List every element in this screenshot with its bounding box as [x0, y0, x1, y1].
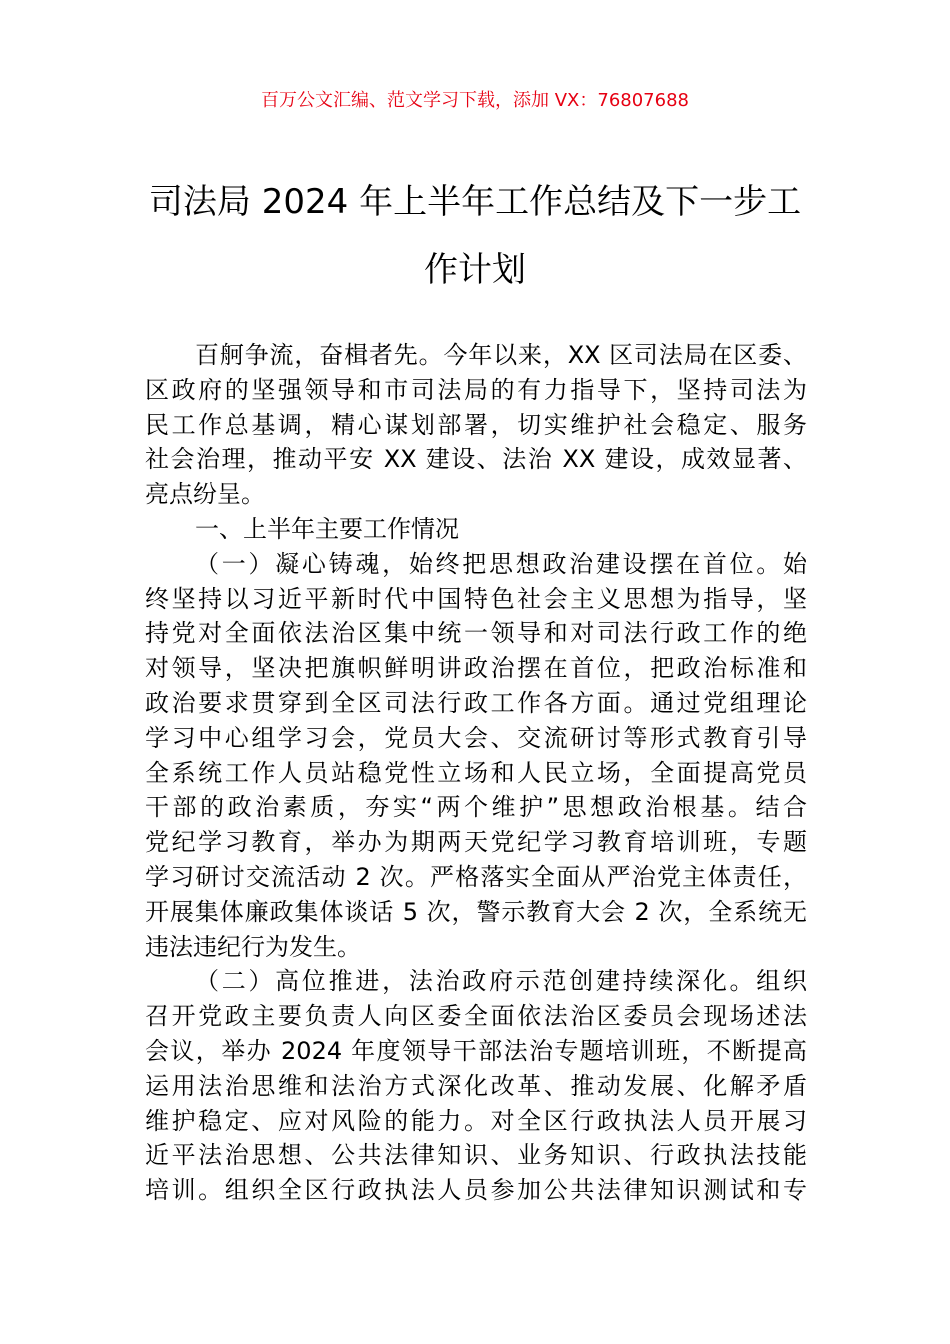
paragraph-line: 维护稳定、应对风险的能力。对全区行政执法人员开展习 [145, 1106, 807, 1135]
paragraph-line: 终坚持以习近平新时代中国特色社会主义思想为指导，坚 [145, 584, 807, 613]
paragraph-line: 违法违纪行为发生。 [145, 932, 361, 961]
paragraph-line: （一）凝心铸魂，始终把思想政治建设摆在首位。始 [195, 549, 807, 578]
paragraph-line: 对领导，坚决把旗帜鲜明讲政治摆在首位，把政治标准和 [145, 654, 807, 683]
paragraph-line: 近平法治思想、公共法律知识、业务知识、行政执法技能 [145, 1141, 807, 1170]
paragraph-line: 政治要求贯穿到全区司法行政工作各方面。通过党组理论 [145, 688, 807, 717]
paragraph-line: （二）高位推进，法治政府示范创建持续深化。组织 [195, 967, 807, 996]
document-title-line-1: 司法局 2024 年上半年工作总结及下一步工 [148, 182, 802, 222]
paragraph-line: 亮点纷呈。 [145, 480, 265, 509]
document-body [145, 338, 807, 1208]
paragraph-line: 开展集体廉政集体谈话 5 次，警示教育大会 2 次，全系统无 [145, 897, 807, 926]
paragraph-line: 全系统工作人员站稳党性立场和人民立场，全面提高党员 [145, 758, 807, 787]
paragraph-line: 召开党政主要负责人向区委全面依法治区委员会现场述法 [145, 1002, 807, 1031]
paragraph-line: 民工作总基调，精心谋划部署，切实维护社会稳定、服务 [145, 410, 807, 439]
paragraph-line: 一、上半年主要工作情况 [195, 514, 459, 543]
paragraph [145, 964, 807, 1208]
paragraph-line: 学习中心组学习会，党员大会、交流研讨等形式教育引导 [145, 723, 807, 752]
paragraph-line: 培训。组织全区行政执法人员参加公共法律知识测试和专 [145, 1176, 807, 1205]
paragraph-line: 党纪学习教育，举办为期两天党纪学习教育培训班，专题 [145, 828, 807, 857]
paragraph-line: 干部的政治素质，夯实“两个维护”思想政治根基。结合 [145, 793, 807, 822]
paragraph [145, 547, 807, 965]
paragraph-line: 区政府的坚强领导和市司法局的有力指导下，坚持司法为 [145, 375, 807, 404]
paragraph-line: 学习研讨交流活动 2 次。严格落实全面从严治党主体责任， [145, 862, 807, 891]
paragraph [145, 338, 807, 512]
paragraph-line: 会议，举办 2024 年度领导干部法治专题培训班，不断提高 [145, 1036, 807, 1065]
paragraph-line: 社会治理，推动平安 XX 建设、法治 XX 建设，成效显著、 [145, 445, 807, 474]
paragraph-line: 运用法治思维和法治方式深化改革、推动发展、化解矛盾 [145, 1071, 807, 1100]
paragraph [145, 512, 807, 547]
paragraph-line: 持党对全面依法治区集中统一领导和对司法行政工作的绝 [145, 619, 807, 648]
watermark-header: 百万公文汇编、范文学习下载，添加 VX：76807688 [261, 90, 689, 111]
document-title-line-2: 作计划 [424, 250, 526, 290]
paragraph-line: 百舸争流，奋楫者先。今年以来，XX 区司法局在区委、 [195, 341, 807, 369]
